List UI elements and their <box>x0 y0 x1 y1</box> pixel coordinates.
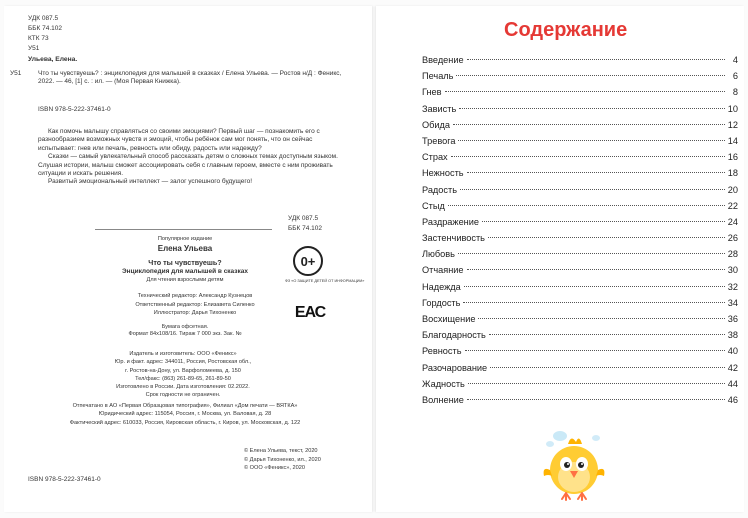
toc-entry-page: 24 <box>727 216 738 227</box>
toc-entry <box>422 133 738 149</box>
toc-entry <box>422 214 738 230</box>
paper-info <box>100 324 270 338</box>
abstract-paragraph: Сказки — самый увлекательный способ рассказать детям о сложных темах доступным языком. Слушая истории, малыш сможет ассоциировать себя с главным героем, вместе с ним проживать ситуации и искать решения. <box>38 153 338 178</box>
paper-line: Формат 84x108/16. Тираж 7 000 экз. Зак. № <box>128 331 242 338</box>
toc-entry <box>422 262 738 278</box>
toc-entry <box>422 230 738 246</box>
isbn-top: ISBN 978-5-222-37461-0 <box>38 106 111 113</box>
toc-entry-page: 18 <box>727 168 738 179</box>
toc-entry-label: Страх <box>422 152 448 163</box>
toc-entry <box>422 246 738 262</box>
eac-conformity-mark: ЕАС <box>294 304 326 321</box>
toc-entry-label: Надежда <box>422 281 461 292</box>
ktk-code: КТК 73 <box>28 35 49 42</box>
toc-entry-page: 12 <box>727 119 738 130</box>
toc-leader-dots <box>464 286 725 287</box>
toc-leader-dots <box>460 189 725 190</box>
toc-entry-label: Обида <box>422 119 451 130</box>
isbn-bottom: ISBN 978-5-222-37461-0 <box>28 476 101 483</box>
toc-entry <box>422 198 738 214</box>
toc-entry-page: 10 <box>727 103 738 114</box>
toc-entry <box>422 343 738 359</box>
toc-entry <box>422 182 738 198</box>
toc-leader-dots <box>478 318 724 319</box>
toc-entry-label: Тревога <box>422 135 456 146</box>
chick-illustration-icon <box>538 422 608 502</box>
toc-leader-dots <box>467 59 725 60</box>
catalog-code: У51 <box>10 70 22 77</box>
author-mark: У51 <box>28 45 40 52</box>
publisher-line: Издатель и изготовитель: ООО «Феникс» <box>129 351 237 357</box>
table-of-contents <box>422 52 738 408</box>
toc-entry <box>422 149 738 165</box>
toc-entry-label: Отчаяние <box>422 265 464 276</box>
toc-entry-page: 16 <box>727 152 738 163</box>
toc-entry-label: Восхищение <box>422 314 476 324</box>
toc-entry-label: Раздражение <box>422 216 479 227</box>
toc-entry-page: 26 <box>727 233 738 244</box>
toc-entry-label: Жадность <box>422 378 465 389</box>
publisher-line: Срок годности не ограничен. <box>145 392 221 399</box>
toc-leader-dots <box>482 221 725 222</box>
toc-entry <box>422 165 738 181</box>
imprint-title: Что ты чувствуешь? <box>148 258 222 267</box>
imprint-author: Елена Ульева <box>157 244 213 253</box>
toc-entry-page: 32 <box>727 281 738 292</box>
age-law-note: ФЗ «О ЗАЩИТЕ ДЕТЕЙ ОТ ИНФОРМАЦИИ» <box>285 279 365 283</box>
printer-line: Юридический адрес: 115054, Россия, г. Москва, ул. Валовая, д. 28 <box>98 411 272 418</box>
toc-entry-label: Радость <box>422 184 457 195</box>
toc-entry <box>422 376 738 392</box>
toc-entry-page: 44 <box>727 378 738 389</box>
toc-entry-page: 38 <box>727 330 738 341</box>
toc-entry <box>422 101 738 117</box>
bbk-code: ББК 74.102 <box>28 25 63 32</box>
copyright-line: © Елена Ульева, текст, 2020 <box>244 448 318 454</box>
toc-entry-label: Нежность <box>422 168 464 179</box>
toc-entry-page: 6 <box>732 71 738 82</box>
toc-entry-label: Ревность <box>422 346 462 357</box>
toc-entry <box>422 327 738 343</box>
toc-leader-dots <box>467 269 725 270</box>
toc-entry <box>422 295 738 311</box>
toc-entry <box>422 360 738 376</box>
toc-entry-page: 20 <box>727 184 738 195</box>
toc-leader-dots <box>467 172 725 173</box>
paper-line: Бумага офсетная. <box>161 324 209 330</box>
toc-entry <box>422 68 738 84</box>
toc-entry-page: 42 <box>727 362 738 373</box>
staff-credits <box>110 293 280 319</box>
toc-entry-page: 46 <box>727 394 738 405</box>
publisher-info <box>48 351 318 401</box>
abstract-paragraph: Как помочь малышу справляться со своими эмоциями? Первый шаг — познакомить его с разнообразием возможных чувств и эмоций, чтобы ребёнок сам мог понять, что он сейчас испытывает: гнев или печаль, ревность или обиду, радость или надежду? <box>38 128 320 152</box>
staff-line: Технический редактор: Александр Кузнецов <box>137 293 253 299</box>
toc-leader-dots <box>489 334 725 335</box>
toc-leader-dots <box>490 367 725 368</box>
toc-entry-label: Благодарность <box>422 330 486 341</box>
toc-leader-dots <box>458 140 724 141</box>
abstract <box>38 128 343 187</box>
toc-entry-label: Зависть <box>422 103 457 114</box>
abstract-paragraph: Развитый эмоциональный интеллект — залог успешного будущего! <box>48 178 253 186</box>
toc-leader-dots <box>448 205 725 206</box>
imprint-bbk: ББК 74.102 <box>288 225 323 232</box>
toc-leader-dots <box>451 156 725 157</box>
publisher-line: г. Ростов-на-Дону, ул. Варфоломеева, д. 150 <box>125 367 241 374</box>
toc-entry <box>422 52 738 68</box>
toc-leader-dots <box>465 350 725 351</box>
toc-leader-dots <box>458 253 725 254</box>
toc-entry-page: 36 <box>727 314 738 324</box>
toc-entry-label: Печаль <box>422 71 454 82</box>
printer-line: Отпечатано в АО «Первая Образцовая типография», Филиал «Дом печати — ВЯТКА» <box>72 403 298 409</box>
edition-kind: Популярное издание <box>157 236 213 242</box>
toc-leader-dots <box>453 124 725 125</box>
imprint-subtitle: Энциклопедия для малышей в сказках <box>122 268 248 275</box>
toc-entry-page: 34 <box>727 297 738 308</box>
toc-leader-dots <box>445 91 725 92</box>
author-heading: Ульева, Елена. <box>28 56 78 63</box>
toc-entry-page: 30 <box>727 265 738 276</box>
toc-entry-label: Стыд <box>422 200 445 211</box>
printer-line: Фактический адрес: 610033, Россия, Кировская область, г. Киров, ул. Московская, д. 122 <box>69 419 301 426</box>
toc-entry <box>422 392 738 408</box>
toc-leader-dots <box>459 108 725 109</box>
toc-entry-label: Введение <box>422 55 464 65</box>
toc-entry <box>422 279 738 295</box>
toc-entry-page: 22 <box>727 200 738 211</box>
toc-leader-dots <box>463 302 724 303</box>
copyright-notices <box>244 448 321 474</box>
toc-entry-label: Разочарование <box>422 362 488 373</box>
publisher-line: Тел/факс: (863) 261-89-65, 261-89-50 <box>135 375 231 382</box>
copyright-line: © Дарья Тихоненко, ил., 2020 <box>244 456 321 463</box>
toc-entry-label: Волнение <box>422 394 464 405</box>
toc-entry-page: 14 <box>727 135 738 146</box>
printer-info <box>30 403 340 428</box>
contents-title: Содержание <box>504 19 628 41</box>
toc-entry-label: Гнев <box>422 87 442 98</box>
imprint-divider <box>95 229 272 230</box>
toc-leader-dots <box>488 237 725 238</box>
toc-entry <box>422 311 738 327</box>
publisher-line: Изготовлено в России. Дата изготовления: 02.2022. <box>116 384 250 391</box>
toc-entry-label: Любовь <box>422 249 455 260</box>
toc-entry-page: 4 <box>732 55 738 65</box>
toc-entry-label: Гордость <box>422 297 461 308</box>
toc-leader-dots <box>467 399 725 400</box>
toc-leader-dots <box>456 75 725 76</box>
udk-code: УДК 087.5 <box>28 15 59 22</box>
toc-entry-page: 40 <box>727 346 738 357</box>
copyright-line: © ООО «Феникс», 2020 <box>244 465 305 471</box>
publisher-line: Юр. и факт. адрес: 344011, Россия, Ростовская обл., <box>114 359 252 366</box>
toc-entry-page: 28 <box>727 249 738 260</box>
toc-entry <box>422 84 738 100</box>
imprint-udk: УДК 087.5 <box>288 215 319 222</box>
age-rating-badge: 0+ <box>293 246 323 276</box>
toc-leader-dots <box>468 383 725 384</box>
bibliographic-entry: Что ты чувствуешь? : энциклопедия для малышей в сказках / Елена Ульева. — Ростов н/Д : Феникс, 2022. — 46, [1] с. : ил. — (Моя Первая Книжка). <box>38 70 342 86</box>
classification-codes <box>28 15 108 55</box>
imprint-audience: Для чтения взрослыми детям <box>146 277 224 283</box>
toc-entry-page: 8 <box>732 87 738 98</box>
toc-entry-label: Застенчивость <box>422 233 485 244</box>
staff-line: Иллюстратор: Дарья Тихоненко <box>153 310 237 317</box>
toc-entry <box>422 117 738 133</box>
staff-line: Ответственный редактор: Елизавета Силенко <box>135 301 255 308</box>
